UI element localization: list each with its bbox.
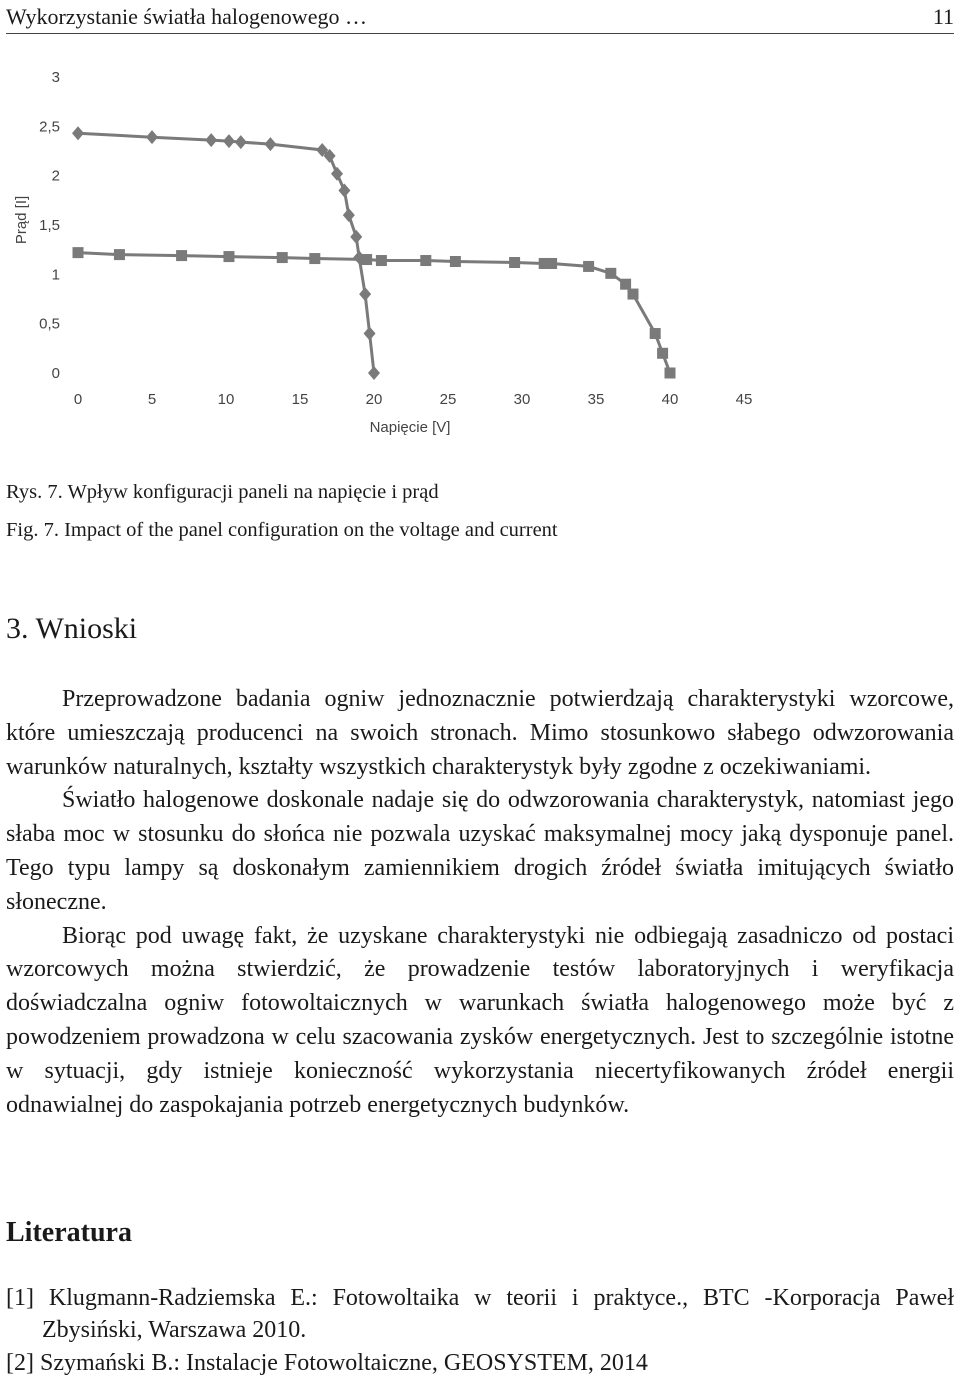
x-tick-label: 35: [587, 391, 605, 408]
data-point-diamond: [350, 230, 362, 244]
data-point-diamond: [368, 366, 380, 380]
data-point-square: [176, 250, 187, 261]
x-tick-label: 0: [73, 391, 83, 408]
paragraph-3: Biorąc pod uwagę fakt, że uzyskane charakterystyki nie odbiegają zasadniczo od postaci wzorcowych można stwierdzić, że prowadzenie testów laboratoryjnych i weryfikacja doświadczalna ogniw fotowoltaicznych w warunkach światła halogenowego może być z powodzeniem prowadzona w celu szacowania zysków energetycznych. Jest to szczególnie istotne w sytuacji, gdy istnieje konieczność wykorzystania niecertyfikowanych źródeł energii odnawialnej do zaspokajania potrzeb energetycznych budynków.: [6, 922, 954, 1118]
running-header-title: Wykorzystanie światła halogenowego …: [6, 4, 367, 29]
data-point-diamond: [359, 287, 371, 301]
y-tick-label: 2,5: [39, 118, 60, 136]
reference-1: [1] Klugmann-Radziemska E.: Fotowoltaika w teorii i praktyce., BTC -Korporacja Paweł Zbysiński, Warszawa 2010.: [6, 1285, 954, 1343]
y-tick-label: 3: [51, 69, 60, 86]
y-tick-label: 1: [51, 266, 60, 284]
x-tick-label: 25: [439, 391, 457, 408]
data-point-square: [114, 249, 125, 260]
data-point-square: [583, 261, 594, 272]
data-point-square: [450, 256, 461, 267]
data-point-diamond: [343, 208, 355, 222]
x-tick-label: 5: [147, 391, 157, 408]
running-header: [6, 0, 954, 34]
x-tick-label: 20: [365, 391, 383, 408]
data-point-diamond: [331, 167, 343, 181]
data-point-square: [650, 328, 661, 339]
x-tick-label: 30: [513, 391, 531, 408]
data-point-diamond: [205, 133, 217, 147]
data-point-square: [223, 251, 234, 262]
data-point-square: [420, 255, 431, 266]
data-point-diamond: [235, 135, 247, 149]
data-point-diamond: [72, 126, 84, 140]
data-point-square: [628, 289, 639, 300]
x-tick-label: 45: [735, 391, 753, 408]
data-point-diamond: [338, 183, 350, 197]
paragraph-1: Przeprowadzone badania ogniw jednoznacznie potwierdzają charakterystyki wzorcowe, które umieszczają producenci na swoich stronach. Mimo stosunkowo słabego odwzorowania warunków naturalnych, kształty wszystkich charakterystyk były zgodne z oczekiwaniami.: [6, 686, 954, 780]
data-point-square: [605, 268, 616, 279]
page-number: 11: [932, 4, 954, 29]
data-point-square: [657, 348, 668, 359]
data-point-square: [277, 252, 288, 263]
data-point-diamond: [146, 130, 158, 144]
y-tick-label: 1,5: [39, 217, 60, 234]
reference-2: [2] Szymański B.: Instalacje Fotowoltaiczne, GEOSYSTEM, 2014: [6, 1350, 648, 1376]
paragraph-2: Światło halogenowe doskonale nadaje się do odwzorowania charakterystyk, natomiast jego słaba moc w stosunku do słońca nie pozwala uzyskać maksymalnej mocy jaką dysponuje panel. Tego typu lampy są doskonałym zamiennikiem drogich źródeł światła imitujących światło słoneczne.: [6, 787, 954, 915]
figure-caption-en: Fig. 7. Impact of the panel configuration on the voltage and current: [6, 519, 558, 541]
figure-caption-pl: Rys. 7. Wpływ konfiguracji paneli na napięcie i prąd: [6, 481, 439, 503]
iv-chart: [0, 60, 770, 450]
literature-title: Literatura: [6, 1217, 132, 1248]
y-tick-label: 2: [51, 167, 60, 185]
series-line-2: [78, 253, 670, 373]
data-point-diamond: [364, 327, 376, 341]
data-point-square: [309, 253, 320, 264]
section-body: [6, 683, 954, 1122]
y-axis-label: Prąd [I]: [13, 195, 30, 245]
data-point-square: [665, 368, 676, 379]
data-point-square: [546, 258, 557, 269]
data-point-square: [361, 254, 372, 265]
data-point-square: [620, 279, 631, 290]
data-point-diamond: [264, 137, 276, 151]
x-tick-label: 40: [661, 391, 679, 408]
x-axis-label: Napięcie [V]: [369, 419, 451, 436]
section-title: 3. Wnioski: [6, 612, 138, 645]
y-tick-label: 0: [51, 365, 60, 382]
data-point-square: [509, 257, 520, 268]
data-point-square: [73, 247, 84, 258]
x-tick-label: 15: [291, 391, 309, 408]
data-point-diamond: [223, 134, 235, 148]
x-tick-label: 10: [217, 391, 235, 408]
reference-list: [6, 1282, 954, 1380]
y-tick-label: 0,5: [39, 315, 60, 333]
data-point-square: [376, 255, 387, 266]
